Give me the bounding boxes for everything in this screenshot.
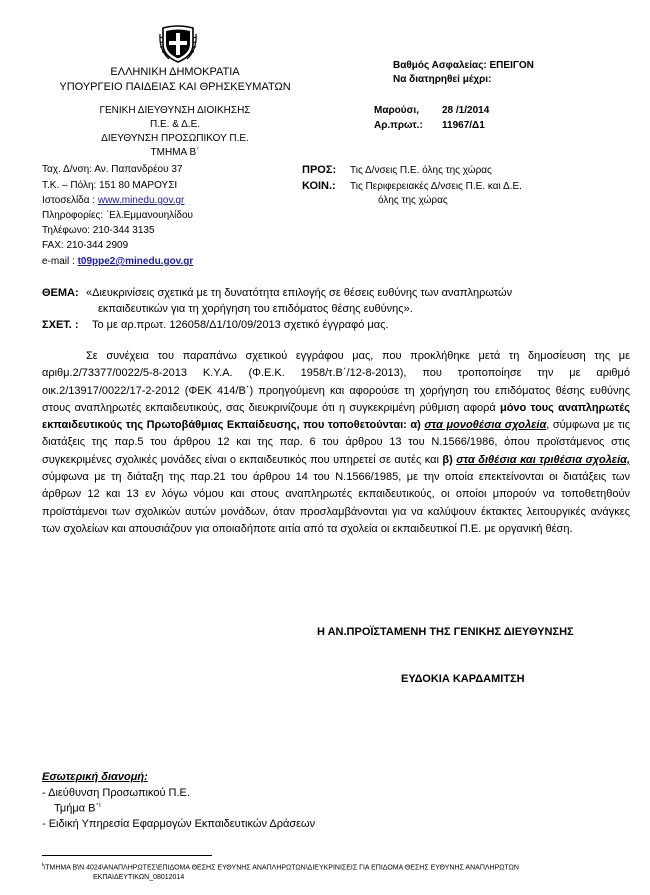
body-text-2: , σύμφωνα με τις διατάξεις της παρ.5 του άρθρου 12 και της παρ. 6 του άρθρου 13 του Ν.1566/1986, όπου προϊστάμενος στις συγκεκριμένες σχολικές μονάδες είναι ο εκπαιδευτικός που υπηρετεί σε αυτές και [42,419,631,466]
department-line-4: ΤΜΗΜΑ Β΄ [150,147,200,158]
footnote-line-2: ΕΚΠΑΙΔΕΥΤΙΚΩΝ_08012014 [93,874,185,881]
signature-title: Η ΑΝ.ΠΡΟΪΣΤΑΜΕΝΗ ΤΗΣ ΓΕΝΙΚΗΣ ΔΙΕΥΘΥΝΣΗΣ [317,626,574,638]
country-name: ΕΛΛΗΝΙΚΗ ΔΗΜΟΚΡΑΤΙΑ [110,66,240,78]
ministry-name: ΥΠΟΥΡΓΕΙΟ ΠΑΙΔΕΙΑΣ ΚΑΙ ΘΡΗΣΚΕΥΜΑΤΩΝ [59,81,291,93]
contact-info: Πληροφορίες: ΄Ελ.Εμμανουηλίδου [42,210,193,221]
footnote-text-1: \ΤΜΗΜΑ Β\Ν 4024\ΑΝΑΠΛΗΡΩΤΕΣ\ΕΠΙΔΟΜΑ ΘΕΣΗΣ ΕΥΘΥΝΗΣ ΑΝΑΠΛΗΡΩΤΩΝ\ΔΙΕΥΚΡΙΝΙΣΕΙΣ ΓΙΑ ΕΠΙΔΟΜΑ ΘΕΣΗΣ ΕΥΘΥΝΗΣ ΑΝΑΠΛΗΡΩΤΩΝ [43,864,519,872]
contact-address: Ταχ. Δ/νση: Αν. Παπανδρέου 37 [42,164,183,175]
contact-email-row [42,256,193,267]
footnote-marker: i [42,862,44,868]
subject-line-2: εκπαιδευτικών για τη χορήγηση του επιδόματος θέσης ευθύνης». [98,303,413,315]
body-text-3: σύμφωνα με τη διάταξη της παρ.21 του άρθρου 14 του Ν.1566/1985, με την οποία επεκτείνονται οι διατάξεις των άρθρων 12 και 13 εν λόγω νόμου και στους αναπληρωτές εκπαιδευτικούς, οι οποίοι μπορούν να τοποθετηθούν προϊστάμενοι των σχολικών αυτών μονάδων, όταν προσλαμβάνονται για να καλύψουν έκτακτες λειτουργικές ανάγκες των σχολείων και απουσιάζουν για οποιαδήποτε αιτία από τα σχολεία οι εκπαιδευτικοί Π.Ε. με οργανική θέση. [42,471,630,535]
distribution-item-1: - Διεύθυνση Προσωπικού Π.Ε. [42,787,190,799]
signature-name: ΕΥΔΟΚΙΑ ΚΑΡΔΑΜΙΤΣΗ [401,673,525,685]
footnote-separator [42,855,212,856]
protocol-label: Αρ.πρωτ.: [374,120,423,131]
contact-postal: Τ.Κ. – Πόλη: 151 80 ΜΑΡΟΥΣΙ [42,180,178,191]
body-paragraph [42,348,630,538]
cc-label: ΚΟΙΝ.: [302,180,336,192]
email-link[interactable]: t09ppe2@minedu.gov.gr [77,256,194,267]
protocol-number: 11967/Δ1 [442,120,485,131]
department-line-1: ΓΕΝΙΚΗ ΔΙΕΥΘΥΝΣΗ ΔΙΟΙΚΗΣΗΣ [99,105,251,116]
website-link[interactable]: www.minedu.gov.gr [97,195,185,206]
distribution-item-2: - Ειδική Υπηρεσία Εφαρμογών Εκπαιδευτικών Δράσεων [42,818,316,830]
hellenic-emblem-icon [159,22,197,64]
footnote-line-1 [42,862,519,871]
retention-period: Να διατηρηθεί μέχρι: [393,74,492,85]
contact-fax: FAX: 210-344 2909 [42,240,129,251]
body-emphasis-1: στα μονοθέσια σχολεία [424,419,547,432]
cc-recipient-line-2: όλης της χώρας [378,195,448,206]
website-label: Ιστοσελίδα : [42,195,96,206]
related-label: ΣΧΕΤ. : [42,319,79,331]
department-line-3: ΔΙΕΥΘΥΝΣΗ ΠΡΟΣΩΠΙΚΟΥ Π.Ε. [101,133,249,144]
body-bold-2: β) [442,453,457,466]
security-level: Βαθμός Ασφαλείας: ΕΠΕΙΓΟΝ [393,60,534,71]
body-bold-1: μόνο τους αναπληρωτές εκπαιδευτικούς της Πρωτοβάθμιας Εκπαίδευσης, που τοποθετούνται: α) [42,401,630,432]
distribution-item-1b-text: Τμήμα Β΄ [54,802,100,815]
to-label: ΠΡΟΣ: [302,164,337,176]
body-text-1: Σε συνέχεια του παραπάνω σχετικού εγγράφου μας, που προκλήθηκε μετά τη δημοσίευση της με αριθμ.2/73377/0022/5-8-2013 Κ.Υ.Α. (Φ.Ε.Κ. 1958/τ.Β΄/12-8-2013), που τροποποίησε την με αριθμό οικ.2/13917/0022/17-2-2012 (ΦΕΚ 414/Β΄) προηγούμενη και αφορούσε τη χορήγηση του επιδόματος θέσης ευθύνης στους αναπληρωτές εκπαιδευτικούς, σας διευκρινίζουμε ότι η συγκεκριμένη ρύθμιση αφορά [42,350,630,414]
to-recipient: Τις Δ/νσεις Π.Ε. όλης της χώρας [350,165,492,176]
department-line-2: Π.Ε. & Δ.Ε. [149,119,201,130]
contact-website-row [42,195,184,206]
place-label: Μαρούσι, [374,105,419,116]
document-date: 28 /1/2014 [442,105,490,116]
body-emphasis-2: στα διθέσια και τριθέσια σχολεία, [456,453,631,466]
subject-label: ΘΕΜΑ: [42,287,79,299]
subject-line-1: «Διευκρινίσεις σχετικά με τη δυνατότητα επιλογής σε θέσεις ευθύνης των αναπληρωτών [86,287,513,299]
distribution-item-1b [54,802,101,815]
cc-recipient-line-1: Τις Περιφερειακές Δ/νσεις Π.Ε. και Δ.Ε. [350,181,522,192]
footnote-reference: i [99,802,101,809]
email-label: e-mail : [42,256,75,267]
related-reference: Το με αρ.πρωτ. 126058/Δ1/10/09/2013 σχετικό έγγραφό μας. [92,319,389,331]
contact-phone: Τηλέφωνο: 210-344 3135 [42,225,155,236]
distribution-title: Εσωτερική διανομή: [42,771,148,783]
